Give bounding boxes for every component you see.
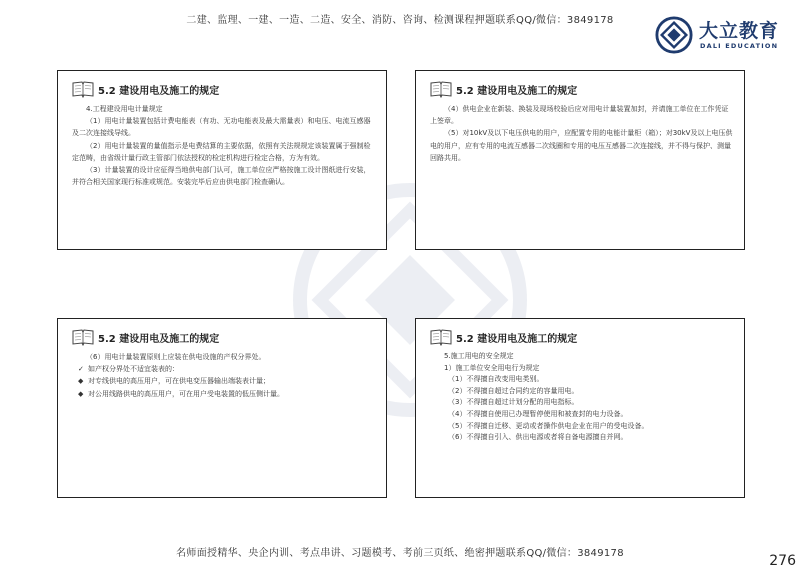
slide-title: 5.2 建设用电及施工的规定 [98,334,220,345]
slide-header [430,327,734,349]
slide-text-line: （4）供电企业在新装、换装及现场校验后应对用电计量装置加封，并请施工单位在工作凭证上签章。 [430,105,729,126]
slide-title: 5.2 建设用电及施工的规定 [456,334,578,345]
slide-text-line: 1）施工单位安全用电行为规定 [444,363,540,372]
slide-text-line: 对公用线路供电的高压用户，可在用户受电装置的低压侧计量。 [88,389,284,398]
slide-text-line: 4.工程建设用电计量规定 [86,105,163,113]
slide-card [415,70,745,250]
logo-name: 大立教育 [699,20,780,42]
slide-body [72,351,376,400]
slide-text-line: （6）用电计量装置原则上应装在供电设施的产权分界处。 [86,353,266,361]
slide-card [57,318,387,498]
slide-header [72,79,376,101]
slide-body [72,103,376,188]
slide-header [72,327,376,349]
diamond-bullet-row [72,375,376,387]
header-banner: 二建、监理、一建、一造、二造、安全、消防、咨询、检测课程押题联系QQ/微信：3849178 [186,15,614,26]
slide-text-line: 5.施工用电的安全规定 [444,352,514,360]
slide-body [430,351,734,444]
check-icon: ✓ [78,365,84,374]
diamond-bullet-row [72,388,376,400]
book-icon [430,80,452,98]
slide-text-line: （5）不得擅自迁移、更动或者操作供电企业在用户的受电设备。 [448,421,649,430]
slide-text-line: （6）不得擅自引入、供出电源或者将自备电源擅自并网。 [448,433,628,442]
page-number: 276 [769,553,796,569]
slide-text-line: （5）对10kV及以下电压供电的用户，应配置专用的电能计量柜（箱）；对30kV及以上电压供电的用户，应有专用的电流互感器二次线圈和专用的电压互感器二次连接线，并不得与保护、测量回路共用。 [430,129,733,162]
book-icon [72,80,94,98]
slide-text-line: （3）不得擅自超过计划分配的用电指标。 [448,398,579,407]
diamond-icon: ◆ [78,377,84,386]
footer-banner: 名师面授精华、央企内训、考点串讲、习题模考、考前三页纸、绝密押题联系QQ/微信：3849178 [176,548,624,559]
check-bullet-row [72,363,376,375]
book-icon [72,328,94,346]
dali-education-logo [655,14,780,56]
slide-text-line: （1）不得擅自改变用电类别。 [448,375,544,384]
diamond-icon: ◆ [78,389,84,398]
slide-card [57,70,387,250]
slide-text-line: 如产权分界处不适宜装表的： [88,365,179,374]
slide-text-line: （2）用电计量装置的量值指示是电费结算的主要依据，依照有关法规规定该装置属于强制检定范畴，由省级计量行政主管部门依法授权的检定机构进行检定合格，方为有效。 [72,141,371,162]
slide-text-line: （3）计量装置的设计应征得当地供电部门认可，施工单位应严格按施工设计图纸进行安装，并符合相关国家现行标准或规范。安装完毕后应由供电部门检查确认。 [72,166,371,187]
slide-text-line: （1）用电计量装置包括计费电能表（有功、无功电能表及最大需量表）和电压、电流互感器及二次连接线导线。 [72,117,371,138]
slide-card [415,318,745,498]
slide-title: 5.2 建设用电及施工的规定 [456,86,578,97]
slide-text-line: （2）不得擅自超过合同约定的容量用电。 [448,386,579,395]
slide-text-line: 对专线供电的高压用户，可在供电变压器输出端装表计量； [88,377,270,386]
logo-english: DALI EDUCATION [700,42,779,50]
slide-header [430,79,734,101]
logo-seal-icon [655,16,693,54]
slide-text-line: （4）不得擅自使用已办理暂停使用和被查封的电力设备。 [448,409,628,418]
slide-body [430,103,734,164]
slide-title: 5.2 建设用电及施工的规定 [98,86,220,97]
book-icon [430,328,452,346]
